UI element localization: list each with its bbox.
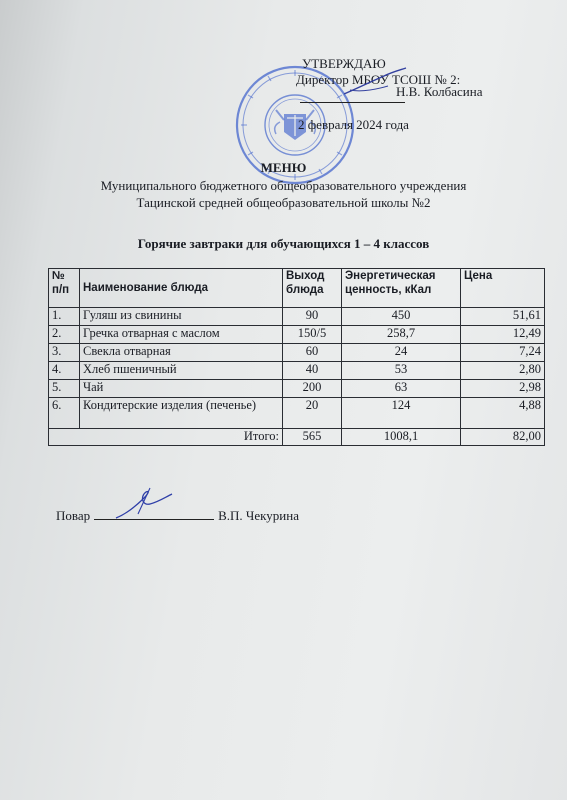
header-num: № п/п [49, 269, 80, 308]
menu-heading: Горячие завтраки для обучающихся 1 – 4 классов [137, 236, 430, 251]
cell-energy: 53 [342, 362, 461, 380]
cell-num: 2. [49, 326, 80, 344]
cell-energy: 24 [342, 344, 461, 362]
cell-energy: 450 [342, 308, 461, 326]
cook-name: В.П. Чекурина [218, 508, 299, 523]
director-signature [340, 60, 410, 100]
table-row [49, 380, 545, 398]
cell-output: 40 [283, 362, 342, 380]
cell-output: 150/5 [283, 326, 342, 344]
cell-output: 60 [283, 344, 342, 362]
cell-name: Хлеб пшеничный [80, 362, 283, 380]
cell-energy: 63 [342, 380, 461, 398]
cook-label: Повар [56, 508, 91, 523]
cell-num: 6. [49, 398, 80, 429]
cell-num: 5. [49, 380, 80, 398]
total-price: 82,00 [461, 429, 545, 446]
cell-price: 12,49 [461, 326, 545, 344]
table-row [49, 308, 545, 326]
total-energy: 1008,1 [342, 429, 461, 446]
approval-name: Н.В. Колбасина [396, 84, 483, 99]
cell-name: Кондитерские изделия (печенье) [80, 398, 283, 429]
table-header-row [49, 269, 545, 308]
organization-line-2: Тацинской средней общеобразовательной школы №2 [136, 195, 431, 210]
cell-price: 51,61 [461, 308, 545, 326]
approval-position: Директор МБОУ ТСОШ № 2: [296, 72, 461, 87]
cell-price: 2,80 [461, 362, 545, 380]
header-output: Выход блюда [283, 269, 342, 308]
approval-signature-line [300, 102, 405, 103]
cell-price: 7,24 [461, 344, 545, 362]
cell-energy: 124 [342, 398, 461, 429]
organization-line-1: Муниципального бюджетного общеобразовательного учреждения [100, 178, 467, 193]
cell-energy: 258,7 [342, 326, 461, 344]
cell-output: 20 [283, 398, 342, 429]
table-row [49, 398, 545, 429]
cell-name: Гуляш из свинины [80, 308, 283, 326]
cell-num: 4. [49, 362, 80, 380]
table-total-row [49, 429, 545, 446]
header-price: Цена [461, 269, 545, 308]
cell-output: 200 [283, 380, 342, 398]
cell-price: 4,88 [461, 398, 545, 429]
cell-num: 1. [49, 308, 80, 326]
cell-num: 3. [49, 344, 80, 362]
table-row [49, 326, 545, 344]
cell-price: 2,98 [461, 380, 545, 398]
approval-heading: УТВЕРЖДАЮ [302, 56, 386, 71]
cell-output: 90 [283, 308, 342, 326]
total-label: Итого: [49, 429, 283, 446]
menu-table [48, 268, 545, 446]
cell-name: Гречка отварная с маслом [80, 326, 283, 344]
table-row [49, 362, 545, 380]
header-name: Наименование блюда [80, 269, 283, 308]
cook-signature [110, 484, 180, 524]
cell-name: Свекла отварная [80, 344, 283, 362]
approval-date: 2 февраля 2024 года [298, 117, 409, 132]
table-row [49, 344, 545, 362]
cell-name: Чай [80, 380, 283, 398]
document-title: МЕНЮ [260, 160, 307, 175]
header-energy: Энергетическая ценность, кКал [342, 269, 461, 308]
total-output: 565 [283, 429, 342, 446]
